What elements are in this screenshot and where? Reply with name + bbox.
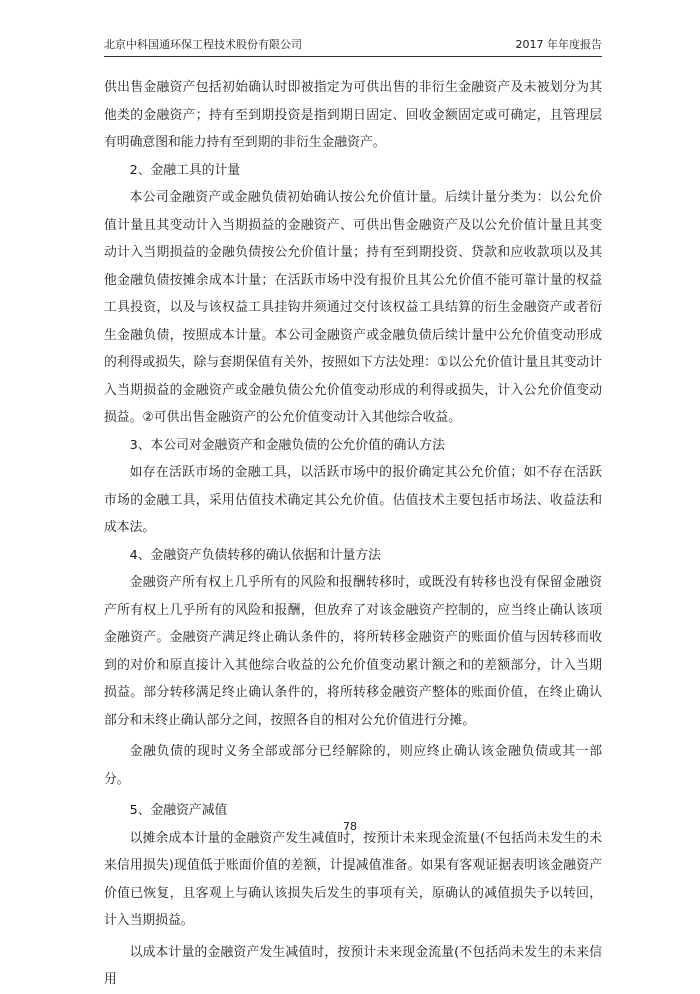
header-report-title: 2017 年年度报告: [515, 38, 602, 51]
paragraph-transfer: 金融资产所有权上几乎所有的风险和报酬转移时，或既没有转移也没有保留金融资产所有权上几乎所有的风险和报酬，但放弃了对该金融资产控制的，应当终止确认该项金融资产。金融资产满足终止确认条件的，将所转移金融资产的账面价值与因转移而收到的对价和原直接计入其他综合收益的公允价值变动累计额之和的差额部分，计入当期损益。部分转移满足终止确认条件的，将所转移金融资产整体的账面价值，在终止确认部分和未终止确认部分之间，按照各自的相对公允价值进行分摊。: [104, 575, 602, 728]
paragraph-measurement: 本公司金融资产或金融负债初始确认按公允价值计量。后续计量分类为：以公允价值计量且其变动计入当期损益的金融资产、可供出售金融资产及以公允价值计量且其变动计入当期损益的金融负债按公允价值计量；持有至到期投资、贷款和应收款项以及其他金融负债按摊余成本计量；在活跃市场中没有报价且其公允价值不能可靠计量的权益工具投资，以及与该权益工具挂钩并须通过交付该权益工具结算的衍生金融资产或者衍生金融负债，按照成本计量。本公司金融资产或金融负债后续计量中公允价值变动形成的利得或损失，除与套期保值有关外，按照如下方法处理：①以公允价值计量且其变动计入当期损益的金融资产或金融负债公允价值变动形成的利得或损失，计入公允价值变动损益。②可供出售金融资产的公允价值变动计入其他综合收益。: [104, 190, 602, 425]
section-heading-measurement: 2、金融工具的计量: [129, 162, 241, 178]
section-heading-fair-value: 3、本公司对金融资产和金融负债的公允价值的确认方法: [129, 437, 445, 453]
paragraph-continuation: 供出售金融资产包括初始确认时即被指定为可供出售的非衍生金融资产及未被划分为其他类的金融资产；持有至到期投资是指到期日固定、回收金额固定或可确定，且管理层有明确意图和能力持有至到期的非衍生金融资产。: [104, 80, 602, 150]
document-body: [104, 74, 602, 994]
page-number: 78: [343, 820, 357, 833]
paragraph-fair-value: 如存在活跃市场的金融工具，以活跃市场中的报价确定其公允价值；如不存在活跃市场的金融工具，采用估值技术确定其公允价值。估值技术主要包括市场法、收益法和成本法。: [104, 465, 602, 535]
header-company-name: 北京中科国通环保工程技术股份有限公司: [104, 38, 302, 51]
section-heading-transfer: 4、金融资产负债转移的确认依据和计量方法: [129, 547, 381, 563]
paragraph-impairment-amortized: 以摊余成本计量的金融资产发生减值时，按预计未来现金流量(不包括尚未发生的未来信用损失)现值低于账面价值的差额，计提减值准备。如果有客观证据表明该金融资产价值已恢复，且客观上与确认该损失后发生的事项有关，原确认的减值损失予以转回，计入当期损益。: [104, 830, 602, 928]
page-header: [104, 34, 602, 57]
paragraph-impairment-cost: 以成本计量的金融资产发生减值时，按预计未来现金流量(不包括尚未发生的未来信用: [104, 944, 602, 987]
section-heading-impairment: 5、金融资产减值: [129, 803, 228, 818]
paragraph-liability-derecognition: 金融负债的现时义务全部或部分已经解除的，则应终止确认该金融负债或其一部分。: [104, 744, 602, 787]
